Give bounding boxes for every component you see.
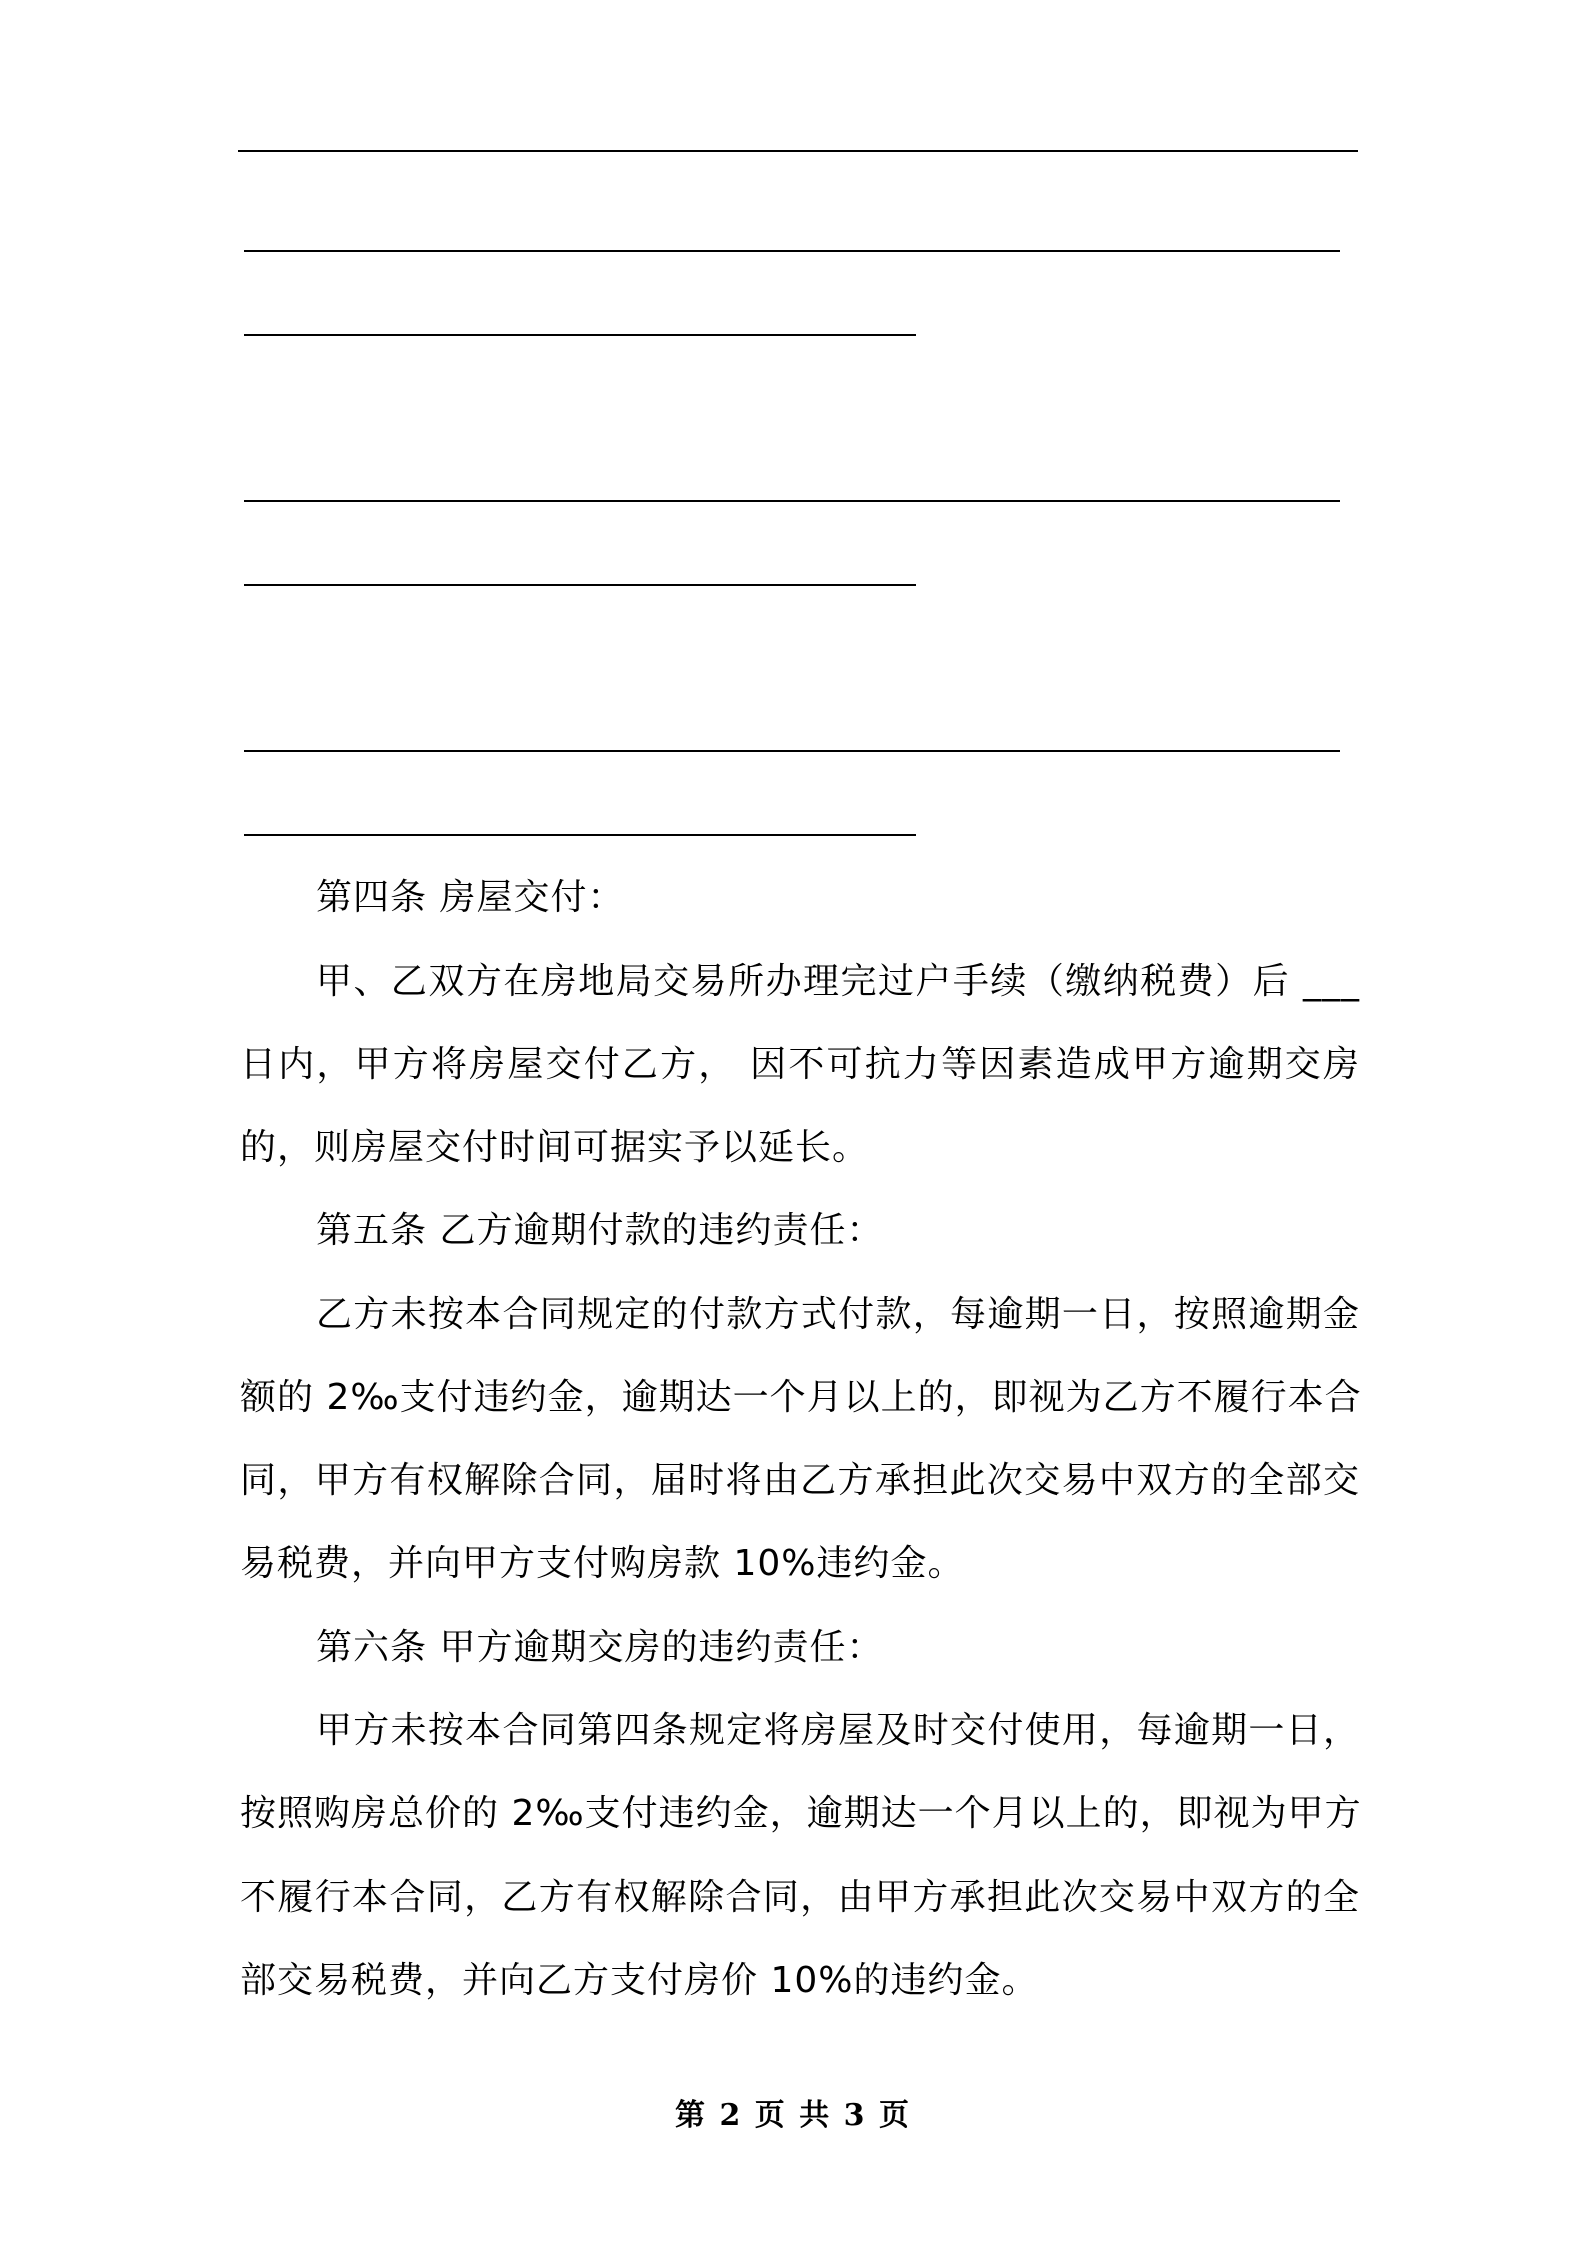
article-5-line: 额的 2‰支付违约金，逾期达一个月以上的，即视为乙方不履行本合 bbox=[240, 1377, 1362, 1418]
fill-in-blank-1b bbox=[244, 334, 916, 336]
article-5-line: 易税费，并向甲方支付购房款 10%违约金。 bbox=[240, 1543, 965, 1584]
article-6-line: 不履行本合同，乙方有权解除合同，由甲方承担此次交易中双方的全 bbox=[240, 1877, 1360, 1918]
article-6-heading: 第六条 甲方逾期交房的违约责任： bbox=[316, 1627, 884, 1668]
article-4-line: 日内，甲方将房屋交付乙方， 因不可抗力等因素造成甲方逾期交房 bbox=[240, 1044, 1360, 1085]
article-6-line: 按照购房总价的 2‰支付违约金，逾期达一个月以上的，即视为甲方 bbox=[240, 1793, 1362, 1834]
article-6-line: 部交易税费，并向乙方支付房价 10%的违约金。 bbox=[240, 1960, 1039, 2001]
article-5-line: 乙方未按本合同规定的付款方式付款，每逾期一日，按照逾期金 bbox=[316, 1294, 1360, 1335]
page-number-footer: 第 2 页 共 3 页 bbox=[675, 2098, 911, 2133]
header-rule bbox=[238, 150, 1358, 152]
fill-in-blank-2a bbox=[244, 500, 1340, 502]
fill-in-blank-1a bbox=[244, 250, 1340, 252]
article-5-heading: 第五条 乙方逾期付款的违约责任： bbox=[316, 1210, 884, 1251]
article-4-line: 的，则房屋交付时间可据实予以延长。 bbox=[240, 1127, 870, 1168]
fill-in-blank-3b bbox=[244, 834, 916, 836]
article-6-line: 甲方未按本合同第四条规定将房屋及时交付使用，每逾期一日， bbox=[316, 1710, 1360, 1751]
fill-in-blank-2b bbox=[244, 584, 916, 586]
article-4-heading: 第四条 房屋交付： bbox=[316, 877, 625, 918]
article-5-line: 同，甲方有权解除合同，届时将由乙方承担此次交易中双方的全部交 bbox=[240, 1460, 1360, 1501]
fill-in-blank-3a bbox=[244, 750, 1340, 752]
article-4-line: 甲、乙双方在房地局交易所办理完过户手续（缴纳税费）后 ___ bbox=[316, 961, 1360, 1002]
